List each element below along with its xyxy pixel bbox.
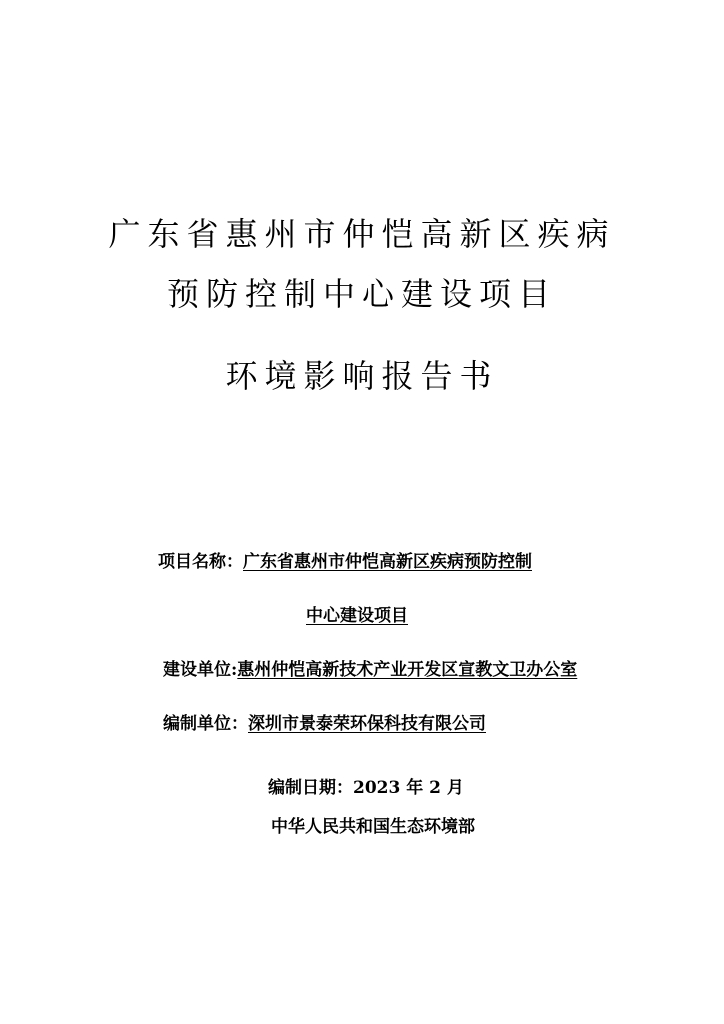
construction-unit-value: 惠州仲恺高新技术产业开发区宣教文卫办公室: [237, 660, 578, 680]
compiling-unit-row: [163, 712, 486, 736]
compile-date-label: 编制日期：: [268, 778, 353, 798]
compile-date-row: [268, 776, 464, 800]
construction-unit-label: 建设单位:: [163, 660, 238, 680]
compiling-unit-label: 编制单位：: [163, 714, 248, 734]
compile-date-value: 2023 年 2 月: [353, 778, 464, 798]
project-name-value-line-2: 中心建设项目: [306, 606, 408, 626]
construction-unit-row: [163, 658, 577, 682]
project-name-row-continued: [306, 604, 408, 628]
compiling-unit-value: 深圳市景泰荣环保科技有限公司: [248, 714, 486, 734]
report-title-line-1: 广东省惠州市仲恺高新区疾病: [108, 215, 616, 253]
project-name-label: 项目名称：: [158, 552, 243, 572]
project-name-row: [158, 550, 532, 574]
project-name-value-line-1: 广东省惠州市仲恺高新区疾病预防控制: [243, 552, 532, 572]
issuing-ministry: 中华人民共和国生态环境部: [271, 817, 475, 837]
report-title-line-3: 环境影响报告书: [225, 357, 499, 395]
report-title-line-2: 预防控制中心建设项目: [166, 275, 557, 313]
